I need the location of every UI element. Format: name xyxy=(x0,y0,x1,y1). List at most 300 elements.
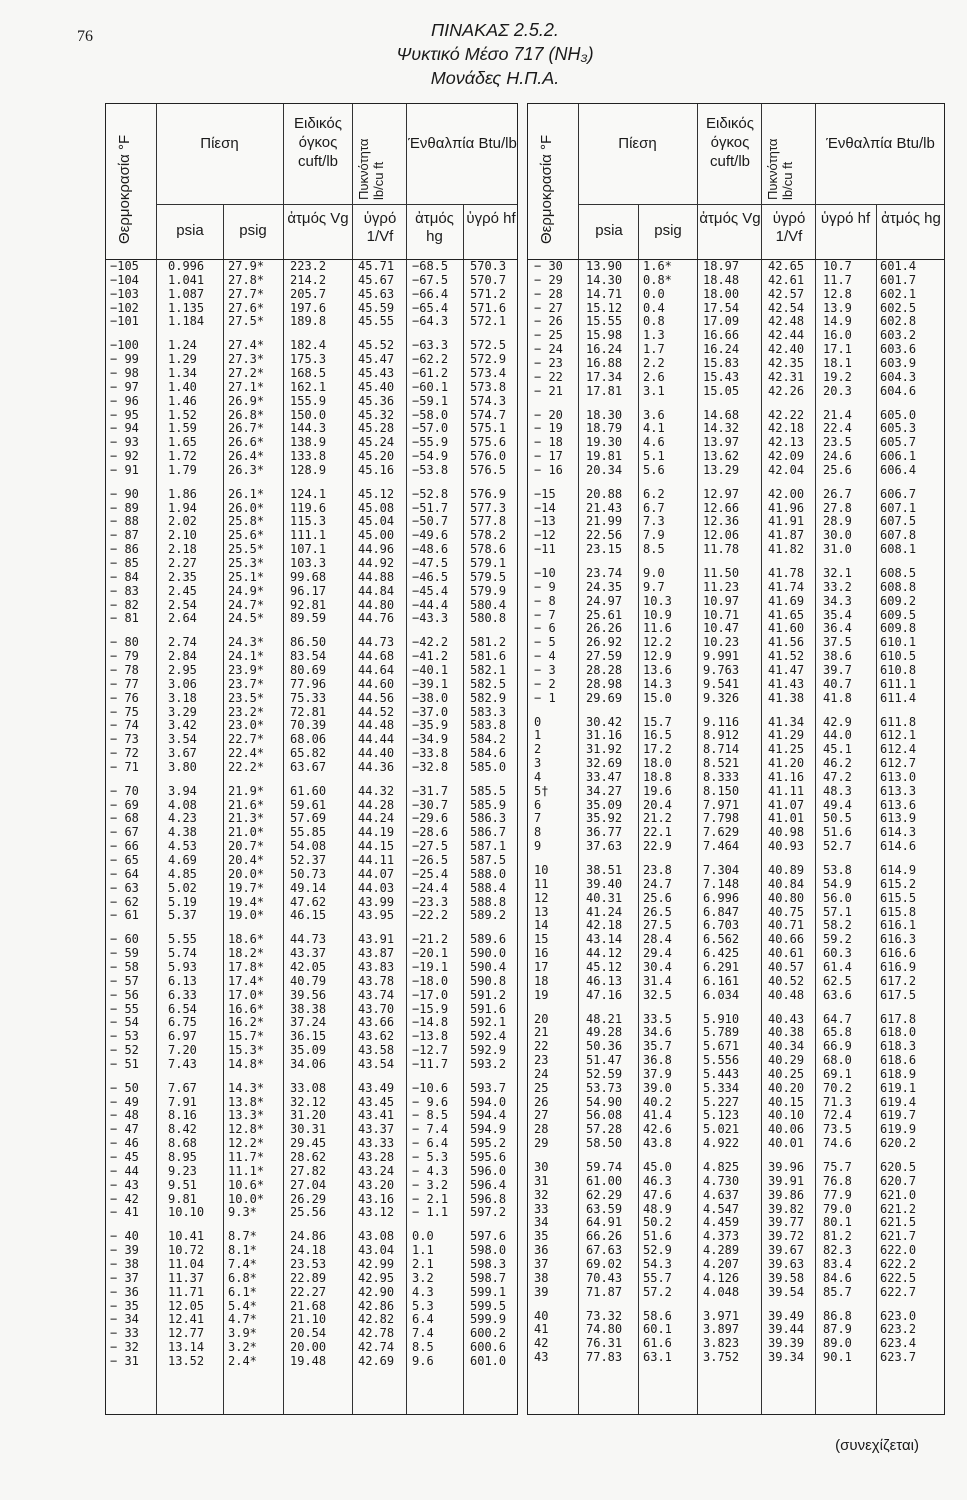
psia-cell: 70.43 xyxy=(586,1270,623,1285)
psig-cell: 45.0 xyxy=(643,1160,672,1174)
vapor-volume-cell: 8.333 xyxy=(703,769,740,784)
enthalpy-a-cell: 64.7 xyxy=(823,1011,852,1026)
psia-header: psia xyxy=(176,222,204,239)
psia-cell: 46.13 xyxy=(586,973,623,988)
table-row xyxy=(106,854,517,867)
psig-cell: 25.3* xyxy=(228,556,265,570)
vapor-volume-cell: 9.326 xyxy=(703,690,740,705)
liquid-density-cell: 40.98 xyxy=(768,825,805,840)
enthalpy-b-cell: 602.5 xyxy=(880,300,917,315)
liquid-density-cell: 43.33 xyxy=(358,1136,395,1151)
enthalpy-a-cell: −55.9 xyxy=(412,435,449,450)
temp-cell: − 17 xyxy=(534,449,563,464)
enthalpy-a-cell: −39.1 xyxy=(412,676,449,691)
vapor-volume-cell: 17.54 xyxy=(703,300,740,315)
psia-cell: 17.81 xyxy=(586,383,623,398)
enthalpy-a-cell: 86.8 xyxy=(823,1308,852,1323)
enthalpy-a-cell: 9.6 xyxy=(412,1353,434,1368)
temp-cell: − 43 xyxy=(110,1177,139,1192)
psig-cell: 27.4* xyxy=(228,338,265,353)
enthalpy-b-cell: 611.4 xyxy=(880,690,917,705)
temp-cell: −104 xyxy=(110,272,139,287)
enthalpy-b-cell: 601.0 xyxy=(470,1353,507,1368)
table-row xyxy=(528,743,944,756)
vapor-volume-cell: 18.00 xyxy=(703,286,740,301)
table-row xyxy=(106,409,517,422)
table-row xyxy=(528,502,944,515)
liquid-density-cell: 45.59 xyxy=(358,300,395,315)
refrigerant-subtitle: Ψυκτικό Μέσο 717 (NH₃) xyxy=(396,44,594,64)
temp-cell: − 20 xyxy=(534,407,563,422)
psia-cell: 45.12 xyxy=(586,959,623,974)
psig-cell: 0.0 xyxy=(643,286,665,301)
enthalpy-a-cell: 11.7 xyxy=(823,272,852,287)
temp-cell: − 89 xyxy=(110,500,139,515)
temp-cell: − 71 xyxy=(110,759,139,774)
psig-cell: 16.6* xyxy=(228,1001,265,1016)
liquid-density-cell: 44.03 xyxy=(358,880,395,895)
psig-cell: 10.0* xyxy=(228,1191,265,1206)
psia-cell: 73.32 xyxy=(586,1308,623,1323)
enthalpy-a-cell: − 8.5 xyxy=(412,1108,449,1123)
liquid-density-cell: 40.93 xyxy=(768,839,805,854)
psia-cell: 1.34 xyxy=(168,365,197,380)
table-row xyxy=(106,1355,517,1368)
enthalpy-a-cell: −67.5 xyxy=(412,272,449,287)
temp-cell: 19 xyxy=(534,987,549,1002)
enthalpy-b-cell: 571.6 xyxy=(470,300,507,315)
vapor-volume-cell: 96.17 xyxy=(290,583,327,598)
enthalpy-a-cell: 17.1 xyxy=(823,342,852,357)
enthalpy-b-cell: 620.2 xyxy=(880,1136,917,1151)
psig-cell: 8.7* xyxy=(228,1229,257,1244)
liquid-density-cell: 39.67 xyxy=(768,1243,805,1258)
temp-cell: − 2 xyxy=(534,676,556,691)
psia-cell: 15.12 xyxy=(586,300,623,315)
temp-cell: 31 xyxy=(534,1173,549,1188)
psig-cell: 26.5 xyxy=(643,904,672,919)
liquid-density-header: ὑγρό 1/Vf xyxy=(363,210,397,245)
liquid-density-cell: 45.28 xyxy=(358,421,395,436)
temp-cell: − 45 xyxy=(110,1150,139,1164)
table-row xyxy=(106,571,517,584)
temp-cell: − 1 xyxy=(534,690,556,705)
enthalpy-b-cell: 601.4 xyxy=(880,259,917,273)
temp-cell: − 61 xyxy=(110,908,139,923)
enthalpy-a-cell: − 2.1 xyxy=(412,1191,449,1206)
enthalpy-a-cell: 69.1 xyxy=(823,1066,852,1081)
temp-cell: 0 xyxy=(534,714,542,729)
psig-cell: 3.1 xyxy=(643,383,665,398)
liquid-density-cell: 42.00 xyxy=(768,486,805,501)
enthalpy-b-cell: 594.4 xyxy=(470,1108,507,1123)
vapor-volume-cell: 12.97 xyxy=(703,486,740,501)
enthalpy-a-cell: −44.4 xyxy=(412,597,449,612)
psig-cell: 34.6 xyxy=(643,1025,672,1040)
vapor-volume-cell: 8.714 xyxy=(703,742,740,757)
temp-cell: − 36 xyxy=(110,1284,139,1299)
psia-cell: 3.18 xyxy=(168,690,197,705)
liquid-density-cell: 44.68 xyxy=(358,649,395,664)
temp-cell: − 49 xyxy=(110,1094,139,1109)
psia-cell: 9.81 xyxy=(168,1191,197,1206)
enthalpy-a-cell: −62.2 xyxy=(412,352,449,367)
psig-cell: 22.4* xyxy=(228,746,265,761)
enthalpy-b-cell: 620.7 xyxy=(880,1173,917,1188)
enthalpy-a-cell: 39.7 xyxy=(823,662,852,677)
table-row xyxy=(528,906,944,919)
enthalpy-b-cell: 576.9 xyxy=(470,486,507,501)
table-row xyxy=(528,274,944,287)
psia-cell: 8.95 xyxy=(168,1150,197,1164)
temp-cell: −100 xyxy=(110,338,139,353)
enthalpy-b-cell: 581.6 xyxy=(470,649,507,664)
psig-cell: 15.0 xyxy=(643,690,672,705)
psig-cell: 50.2 xyxy=(643,1215,672,1230)
enthalpy-b-cell: 604.3 xyxy=(880,369,917,384)
table-row xyxy=(106,1286,517,1299)
table-row xyxy=(106,975,517,988)
liquid-density-cell: 41.34 xyxy=(768,714,805,729)
table-row xyxy=(528,1013,944,1026)
table-row xyxy=(528,664,944,677)
psig-cell: 21.3* xyxy=(228,811,265,826)
enthalpy-b-cell: 593.2 xyxy=(470,1056,507,1071)
enthalpy-a-cell: 85.7 xyxy=(823,1284,852,1299)
psig-cell: 22.9 xyxy=(643,839,672,854)
enthalpy-b-cell: 574.7 xyxy=(470,407,507,422)
enthalpy-a-cell: 65.8 xyxy=(823,1025,852,1040)
liquid-density-cell: 44.48 xyxy=(358,718,395,733)
vapor-volume-cell: 4.637 xyxy=(703,1187,740,1202)
table-row xyxy=(528,812,944,825)
psia-cell: 3.42 xyxy=(168,718,197,733)
enthalpy-b-cell: 611.8 xyxy=(880,714,917,729)
temp-cell: − 16 xyxy=(534,462,563,477)
psia-cell: 54.90 xyxy=(586,1094,623,1109)
temp-cell: 21 xyxy=(534,1025,549,1040)
enthalpy-a-cell: 57.1 xyxy=(823,904,852,919)
psia-cell: 6.97 xyxy=(168,1029,197,1044)
temp-cell: 35 xyxy=(534,1229,549,1244)
enthalpy-a-cell: −29.6 xyxy=(412,811,449,826)
temp-cell: − 33 xyxy=(110,1326,139,1341)
vapor-volume-cell: 40.79 xyxy=(290,973,327,988)
psig-cell: 27.6* xyxy=(228,300,265,315)
enthalpy-a-cell: −46.5 xyxy=(412,569,449,584)
temp-cell: − 85 xyxy=(110,556,139,570)
temp-cell: − 8 xyxy=(534,593,556,608)
psia-cell: 4.23 xyxy=(168,811,197,826)
psia-cell: 33.47 xyxy=(586,769,623,784)
enthalpy-a-cell: 40.7 xyxy=(823,676,852,691)
table-row xyxy=(106,1058,517,1071)
psig-cell: 48.9 xyxy=(643,1201,672,1216)
temp-cell: 9 xyxy=(534,839,542,854)
temp-cell: 32 xyxy=(534,1187,549,1202)
psig-cell: 1.6* xyxy=(643,259,672,273)
psia-cell: 20.34 xyxy=(586,462,623,477)
enthalpy-b-cell: 600.2 xyxy=(470,1326,507,1341)
enthalpy-a-cell: 27.8 xyxy=(823,500,852,515)
psig-cell: 2.2 xyxy=(643,355,665,370)
enthalpy-b-cell: 596.0 xyxy=(470,1163,507,1178)
psig-cell: 6.8* xyxy=(228,1270,257,1285)
vapor-volume-cell: 4.373 xyxy=(703,1229,740,1244)
temp-cell: − 79 xyxy=(110,649,139,664)
temp-cell: 15 xyxy=(534,932,549,947)
enthalpy-b-cell: 596.8 xyxy=(470,1191,507,1206)
vapor-volume-cell: 6.161 xyxy=(703,973,740,988)
liquid-density-cell: 43.87 xyxy=(358,946,395,961)
liquid-density-cell: 43.08 xyxy=(358,1229,395,1244)
vapor-volume-cell: 99.68 xyxy=(290,569,327,584)
psia-cell: 1.46 xyxy=(168,393,197,408)
enthalpy-b-cell: 587.1 xyxy=(470,839,507,854)
enthalpy-b-cell: 607.8 xyxy=(880,528,917,543)
enthalpy-b-cell: 598.3 xyxy=(470,1256,507,1271)
temp-cell: − 34 xyxy=(110,1312,139,1327)
liquid-density-cell: 41.07 xyxy=(768,797,805,812)
temp-cell: −11 xyxy=(534,542,556,557)
temp-cell: − 99 xyxy=(110,352,139,367)
psig-cell: 23.2* xyxy=(228,704,265,719)
temp-cell: 22 xyxy=(534,1039,549,1054)
liquid-density-cell: 39.39 xyxy=(768,1336,805,1351)
table-row xyxy=(106,367,517,380)
temp-cell: − 27 xyxy=(534,300,563,315)
psig-cell: 13.3* xyxy=(228,1108,265,1123)
table-row xyxy=(528,947,944,960)
psig-cell: 23.0* xyxy=(228,718,265,733)
liquid-density-cell: 39.34 xyxy=(768,1350,805,1365)
temp-cell: − 58 xyxy=(110,959,139,974)
enthalpy-b-cell: 622.2 xyxy=(880,1256,917,1271)
psia-cell: 15.98 xyxy=(586,328,623,343)
enthalpy-a-cell: −18.0 xyxy=(412,973,449,988)
psia-cell: 38.51 xyxy=(586,863,623,877)
enthalpy-a-cell: 79.0 xyxy=(823,1201,852,1216)
psig-cell: 1.7 xyxy=(643,342,665,357)
temp-cell: 34 xyxy=(534,1215,549,1230)
psig-cell: 0.4 xyxy=(643,300,665,315)
psia-cell: 1.94 xyxy=(168,500,197,515)
table-row xyxy=(528,315,944,328)
liquid-density-cell: 40.29 xyxy=(768,1053,805,1068)
vapor-volume-cell: 6.034 xyxy=(703,987,740,1002)
liquid-density-cell: 41.96 xyxy=(768,500,805,515)
enthalpy-b-cell: 584.2 xyxy=(470,732,507,747)
liquid-density-cell: 43.24 xyxy=(358,1163,395,1178)
vapor-volume-cell: 107.1 xyxy=(290,542,327,557)
enthalpy-a-cell: 52.7 xyxy=(823,839,852,854)
enthalpy-a-cell: 54.9 xyxy=(823,876,852,891)
enthalpy-b-cell: 585.0 xyxy=(470,759,507,774)
table-row xyxy=(528,975,944,988)
temp-cell: − 88 xyxy=(110,514,139,529)
psia-cell: 52.59 xyxy=(586,1066,623,1081)
temp-cell: 12 xyxy=(534,890,549,905)
vapor-volume-cell: 11.78 xyxy=(703,542,740,557)
psia-cell: 4.69 xyxy=(168,853,197,867)
right-table xyxy=(527,103,945,1415)
enthalpy-a-cell: 2.1 xyxy=(412,1256,434,1271)
table-row xyxy=(528,771,944,784)
vapor-volume-cell: 54.08 xyxy=(290,839,327,854)
psia-cell: 2.18 xyxy=(168,542,197,557)
enthalpy-a-cell: −25.4 xyxy=(412,866,449,881)
temp-cell: − 67 xyxy=(110,825,139,840)
liquid-density-cell: 45.00 xyxy=(358,528,395,543)
vapor-volume-cell: 3.752 xyxy=(703,1350,740,1365)
enthalpy-b-cell: 588.0 xyxy=(470,866,507,881)
vapor-volume-cell: 103.3 xyxy=(290,556,327,570)
enthalpy-a-cell: −59.1 xyxy=(412,393,449,408)
psig-cell: 36.8 xyxy=(643,1053,672,1068)
psig-cell: 26.3* xyxy=(228,462,265,477)
temp-cell: 28 xyxy=(534,1122,549,1137)
enthalpy-a-cell: −57.0 xyxy=(412,421,449,436)
psig-cell: 7.4* xyxy=(228,1256,257,1271)
temp-cell: 7 xyxy=(534,811,542,826)
enthalpy-a-cell: −53.8 xyxy=(412,462,449,477)
vapor-volume-cell: 10.97 xyxy=(703,593,740,608)
psig-cell: 12.2 xyxy=(643,635,672,650)
enthalpy-b-cell: 611.1 xyxy=(880,676,917,691)
liquid-density-cell: 41.01 xyxy=(768,811,805,826)
liquid-density-cell: 45.71 xyxy=(358,259,395,273)
liquid-density-cell: 43.78 xyxy=(358,973,395,988)
liquid-density-cell: 41.11 xyxy=(768,783,805,798)
temp-cell: − 95 xyxy=(110,407,139,422)
enthalpy-b-cell: 591.6 xyxy=(470,1001,507,1016)
table-row xyxy=(528,878,944,891)
psia-cell: 2.27 xyxy=(168,556,197,570)
psia-cell: 32.69 xyxy=(586,756,623,771)
enthalpy-a-cell: 48.3 xyxy=(823,783,852,798)
vapor-volume-cell: 43.37 xyxy=(290,946,327,961)
table-row xyxy=(106,1123,517,1136)
enthalpy-b-cell: 607.5 xyxy=(880,514,917,529)
temp-cell: − 38 xyxy=(110,1256,139,1271)
psig-cell: 39.0 xyxy=(643,1080,672,1095)
enthalpy-a-cell: 90.1 xyxy=(823,1350,852,1365)
vapor-volume-cell: 5.021 xyxy=(703,1122,740,1137)
temp-cell: 30 xyxy=(534,1160,549,1174)
temp-cell: − 70 xyxy=(110,783,139,798)
enthalpy-a-cell: −12.7 xyxy=(412,1043,449,1058)
psia-cell: 3.94 xyxy=(168,783,197,798)
psig-cell: 14.3 xyxy=(643,676,672,691)
vapor-volume-header: ἀτμός Vg xyxy=(287,210,349,227)
psia-cell: 4.85 xyxy=(168,866,197,881)
liquid-density-cell: 43.74 xyxy=(358,987,395,1002)
psia-cell: 2.35 xyxy=(168,569,197,584)
temp-cell: 43 xyxy=(534,1350,549,1365)
psia-cell: 57.28 xyxy=(586,1122,623,1137)
psia-cell: 4.08 xyxy=(168,797,197,812)
enthalpy-a-cell: −47.5 xyxy=(412,556,449,570)
vapor-volume-cell: 24.18 xyxy=(290,1243,327,1258)
psia-cell: 69.02 xyxy=(586,1256,623,1271)
table-row xyxy=(106,719,517,732)
pressure-header: Πίεση xyxy=(618,135,657,152)
enthalpy-b-cell: 610.5 xyxy=(880,649,917,664)
psig-cell: 14.8* xyxy=(228,1056,265,1071)
enthalpy-b-cell: 621.7 xyxy=(880,1229,917,1244)
psia-cell: 77.83 xyxy=(586,1350,623,1365)
table-row xyxy=(106,1044,517,1057)
enthalpy-a-cell: 12.8 xyxy=(823,286,852,301)
enthalpy-a-cell: −61.2 xyxy=(412,365,449,380)
enthalpy-a-cell: 31.0 xyxy=(823,542,852,557)
table-row xyxy=(106,909,517,922)
temp-cell: 1 xyxy=(534,728,542,743)
enthalpy-b-cell: 609.5 xyxy=(880,607,917,622)
vapor-volume-cell: 10.71 xyxy=(703,607,740,622)
enthalpy-b-cell: 616.3 xyxy=(880,932,917,947)
psig-cell: 17.4* xyxy=(228,973,265,988)
psia-cell: 15.55 xyxy=(586,314,623,329)
psia-cell: 3.80 xyxy=(168,759,197,774)
vapor-volume-cell: 4.922 xyxy=(703,1136,740,1151)
table-row xyxy=(528,1310,944,1323)
table-row xyxy=(528,543,944,556)
enthalpy-b-cell: 618.9 xyxy=(880,1066,917,1081)
table-row xyxy=(106,1030,517,1043)
vapor-volume-cell: 7.148 xyxy=(703,876,740,891)
liquid-density-cell: 41.74 xyxy=(768,579,805,594)
temp-cell: − 55 xyxy=(110,1001,139,1016)
liquid-density-cell: 45.47 xyxy=(358,352,395,367)
enthalpy-b-cell: 592.4 xyxy=(470,1029,507,1044)
psig-cell: 9.3* xyxy=(228,1205,257,1220)
psia-cell: 74.80 xyxy=(586,1322,623,1337)
psia-cell: 23.15 xyxy=(586,542,623,557)
psia-cell: 1.087 xyxy=(168,286,205,301)
liquid-density-cell: 41.82 xyxy=(768,542,805,557)
temp-cell: 23 xyxy=(534,1053,549,1068)
enthalpy-a-cell: −48.6 xyxy=(412,542,449,557)
enthalpy-b-cell: 605.3 xyxy=(880,421,917,436)
psig-cell: 20.0* xyxy=(228,866,265,881)
page-number: 76 xyxy=(77,28,93,45)
psia-cell: 10.72 xyxy=(168,1243,205,1258)
vapor-volume-header: ἀτμός Vg xyxy=(699,210,761,227)
enthalpy-b-cell: 586.3 xyxy=(470,811,507,826)
vapor-volume-cell: 6.996 xyxy=(703,890,740,905)
enthalpy-b-cell: 607.1 xyxy=(880,500,917,515)
table-row xyxy=(528,1137,944,1150)
psia-cell: 19.30 xyxy=(586,435,623,450)
table-row xyxy=(106,1272,517,1285)
left-table xyxy=(105,103,518,1415)
enthalpy-b-cell: 617.2 xyxy=(880,973,917,988)
enthalpy-a-cell: 46.2 xyxy=(823,756,852,771)
enthalpy-a-cell: 23.5 xyxy=(823,435,852,450)
psia-cell: 1.40 xyxy=(168,379,197,394)
table-row xyxy=(106,785,517,798)
psia-cell: 13.90 xyxy=(586,259,623,273)
temp-cell: − 73 xyxy=(110,732,139,747)
table-row xyxy=(528,622,944,635)
temp-cell: −105 xyxy=(110,259,139,273)
temp-cell: − 63 xyxy=(110,880,139,895)
vapor-volume-cell: 26.29 xyxy=(290,1191,327,1206)
enthalpy-b-cell: 579.9 xyxy=(470,583,507,598)
continued-note: (συνεχίζεται) xyxy=(835,1437,919,1454)
psig-cell: 8.5 xyxy=(643,542,665,557)
